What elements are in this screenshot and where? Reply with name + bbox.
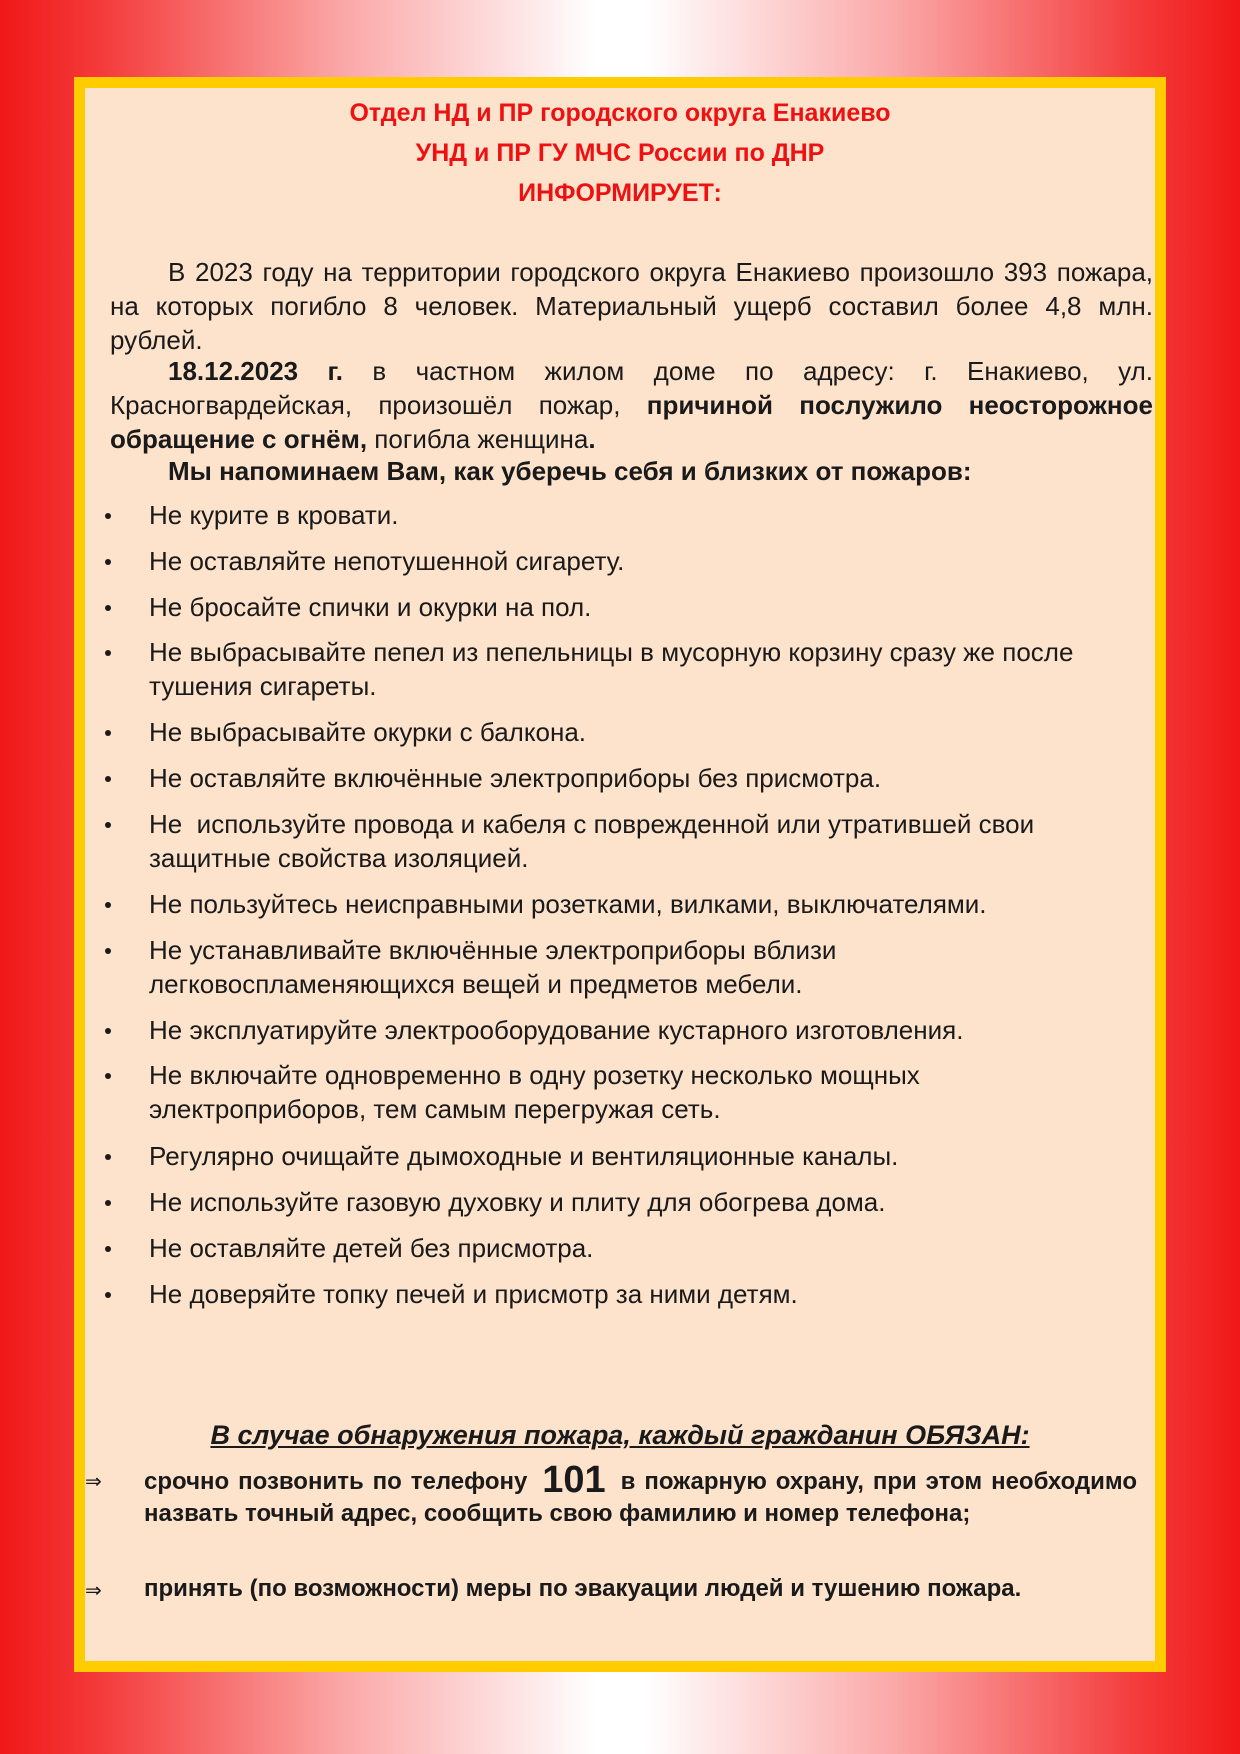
incident-period: . (588, 424, 596, 454)
bullet-dot-icon (105, 902, 111, 908)
incident-date: 18.12.2023 г. (168, 356, 343, 386)
header-informs: ИНФОРМИРУЕТ: (518, 179, 722, 207)
bullet-dot-icon (105, 1292, 111, 1298)
bullet-dot-icon (105, 605, 111, 611)
bullet-dot-icon (105, 776, 111, 782)
bullet-dot-icon (105, 1028, 111, 1034)
duty-item-evacuate-text: принять (по возможности) меры по эвакуации людей и тушению пожара. (144, 1575, 1022, 1602)
incident-text-a: в частном жилом доме по адресу: г. Енакиево, ул. Красногвардейская, произошёл пожар, (110, 356, 1153, 420)
duty-item-call-text: срочно позвонить по телефону 101 в пожарную охрану, при этом необходимо назвать точный адрес, сообщить свою фамилию и номер телефона; (144, 1459, 1137, 1527)
reminder-title: Мы напоминаем Вам, как уберечь себя и близких от пожаров: (168, 456, 972, 486)
double-arrow-right-icon: ⇒ (85, 1469, 102, 1493)
duty-title: В случае обнаружения пожара, каждый гражданин ОБЯЗАН: (210, 1420, 1030, 1450)
bullet-dot-icon (105, 1200, 111, 1206)
bullet-dot-icon (105, 822, 111, 828)
incident-cause: причиной послужило неосторожное обращение с огнём, (110, 390, 1153, 454)
header-department: Отдел НД и ПР городского округа Енакиево (349, 99, 891, 127)
header-authority: УНД и ПР ГУ МЧС России по ДНР (415, 139, 825, 167)
bullet-dot-icon (105, 1246, 111, 1252)
double-arrow-right-icon: ⇒ (85, 1578, 102, 1602)
bullet-dot-icon (105, 730, 111, 736)
bullet-dot-icon (105, 948, 111, 954)
bullet-dot-icon (105, 559, 111, 565)
fire-phone-number: 101 (542, 1459, 606, 1501)
bullet-dot-icon (105, 650, 111, 656)
bullet-dot-icon (105, 1073, 111, 1079)
poster-content: Отдел НД и ПР городского округа Енакиево УНД и ПР ГУ МЧС России по ДНР ИНФОРМИРУЕТ: В 2023 году на территории городского округа Енакиево произошло 393 пожара, на которых погибло 8 человек. Материальный ущерб составил более 4,8 млн. рублей. 18.12.2023 г. в частном жилом доме по адресу: г. Енакиево, ул. Красногвардейская, произошёл пожар, причиной послужило неосторожное обращение с огнём, погибла женщина. Мы напоминаем Вам, как уберечь себя и близких от пожаров: Не курите в кровати. Не оставляйте непотушенной сигарету. Не бросайте спички и окурки на пол. Не выбрасывайте пепел из пепельницы в мусорную корзину сразу же после тушения сигареты. Не выбрасывайте окурки с балкона. Не оставляйте включённые электроприборы без присмотра. Не используйте провода и кабеля с поврежденной или утратившей свои защитные свойства изоляцией. Не пользуйтесь неисправными розетками, вилками, выключателями. Не устанавливайте включённые электроприборы вблизи легковоспламеняющихся вещей и предметов мебели. Не эксплуатируйте электрооборудование кустарного изготовления. Не включайте одновременно в одну розетку несколько мощных электроприборов, тем самым перегружая сеть. Регулярно очищайте дымоходные и вентиляционные каналы. Не используйте газовую духовку и плиту для обогрева дома. Не оставляйте детей без присмотра. Не доверяйте топку печей и присмотр за ними детям. В случае обнаружения пожара, каждый гражданин ОБЯЗАН: ⇒ срочно позвонить по телефону 101 в пожарную охрану, при этом необходимо назвать точный адрес, сообщить свою фамилию и номер телефона; ⇒ принять (по возможности) меры по эвакуации людей и тушению пожара. (85, 88, 1155, 1661)
incident-text-b: погибла женщина (367, 424, 589, 454)
poster-frame (74, 77, 1166, 1672)
bullet-dot-icon (105, 1154, 111, 1160)
bullet-dot-icon (105, 513, 111, 519)
incident-paragraph (110, 354, 1153, 456)
intro-paragraph: В 2023 году на территории городского округа Енакиево произошло 393 пожара, на которых погибло 8 человек. Материальный ущерб составил более 4,8 млн. рублей. (110, 257, 1153, 355)
